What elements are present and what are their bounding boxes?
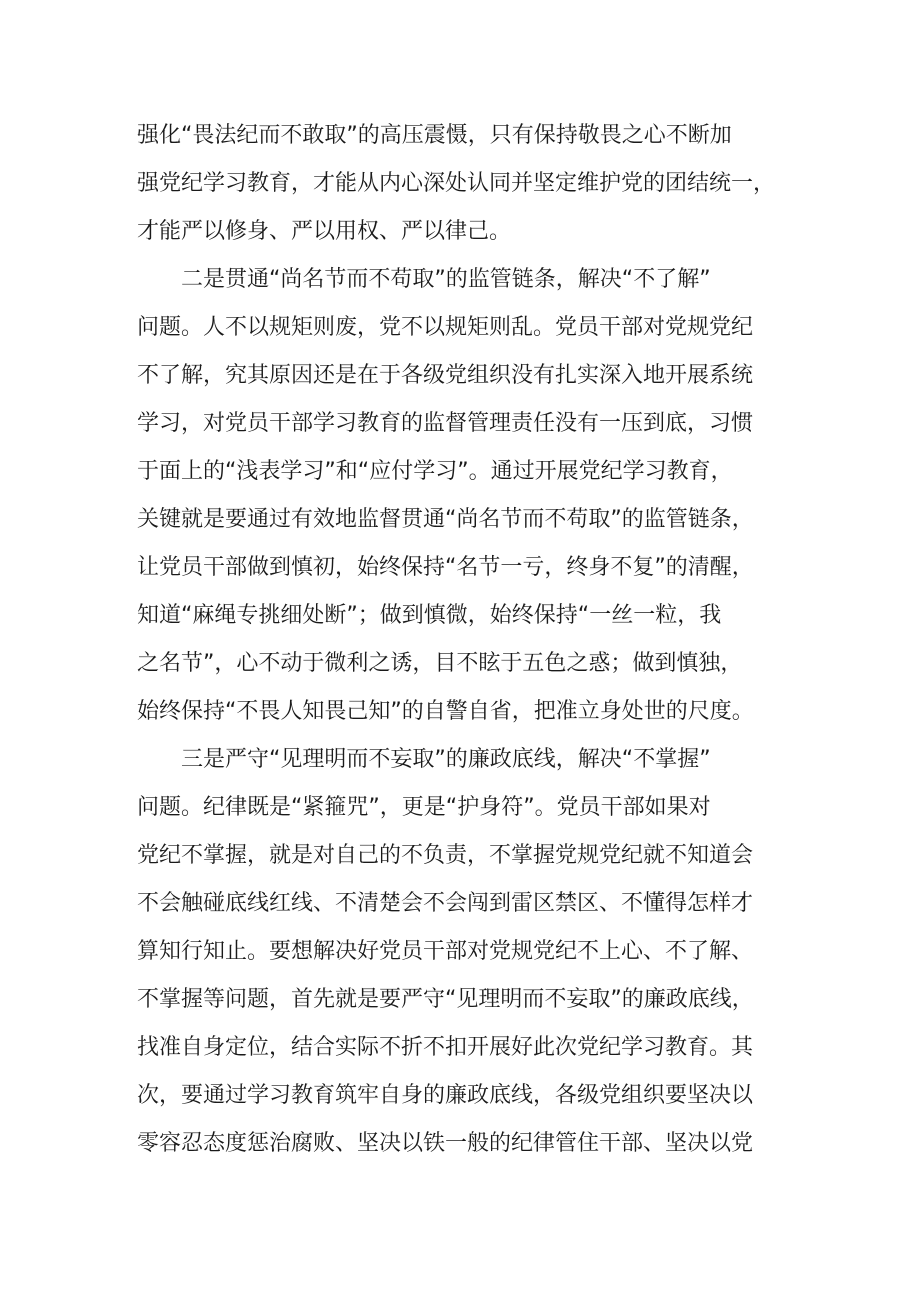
paragraph-start-line: 三是严守“见理明而不妄取”的廉政底线，解决“不掌握” (181, 747, 711, 772)
text-line: 强化“畏法纪而不敢取”的高压震慑，只有保持敬畏之心不断加 (137, 123, 732, 148)
text-line: 于面上的“浅表学习”和“应付学习”。通过开展党纪学习教育， (137, 459, 733, 484)
text-line: 学习，对党员干部学习教育的监督管理责任没有一压到底，习惯 (137, 411, 754, 436)
text-line: 关键就是要通过有效地监督贯通“尚名节而不苟取”的监管链条， (137, 507, 754, 532)
text-line: 次，要通过学习教育筑牢自身的廉政底线，各级党组织要坚决以 (137, 1083, 754, 1108)
text-line: 不掌握等问题，首先就是要严守“见理明而不妄取”的廉政底线， (137, 987, 754, 1012)
text-line: 零容忍态度惩治腐败、坚决以铁一般的纪律管住干部、坚决以党 (137, 1131, 754, 1156)
text-line: 强党纪学习教育，才能从内心深处认同并坚定维护党的团结统一， (137, 171, 776, 196)
text-line: 不会触碰底线红线、不清楚会不会闯到雷区禁区、不懂得怎样才 (137, 891, 754, 916)
text-line: 之名节”，心不动于微利之诱，目不眩于五色之惑；做到慎独， (137, 651, 743, 676)
text-line: 让党员干部做到慎初，始终保持“名节一亏，终身不复”的清醒， (137, 555, 754, 580)
text-line: 知道“麻绳专挑细处断”；做到慎微，始终保持“一丝一粒，我 (137, 603, 722, 628)
text-line: 始终保持“不畏人知畏己知”的自警自省，把准立身处世的尺度。 (137, 699, 754, 724)
text-line: 才能严以修身、严以用权、严以律己。 (137, 219, 512, 244)
paragraph-start-line: 二是贯通“尚名节而不苟取”的监管链条，解决“不了解” (181, 267, 711, 292)
text-line: 问题。纪律既是“紧箍咒”，更是“护身符”。党员干部如果对 (137, 795, 711, 820)
text-line: 算知行知止。要想解决好党员干部对党规党纪不上心、不了解、 (137, 939, 754, 964)
text-line: 找准自身定位，结合实际不折不扣开展好此次党纪学习教育。其 (137, 1035, 754, 1060)
text-line: 不了解，究其原因还是在于各级党组织没有扎实深入地开展系统 (137, 363, 754, 388)
document-body (137, 112, 797, 1168)
text-line: 党纪不掌握，就是对自己的不负责，不掌握党规党纪就不知道会 (137, 843, 754, 868)
text-line: 问题。人不以规矩则废，党不以规矩则乱。党员干部对党规党纪 (137, 315, 754, 340)
